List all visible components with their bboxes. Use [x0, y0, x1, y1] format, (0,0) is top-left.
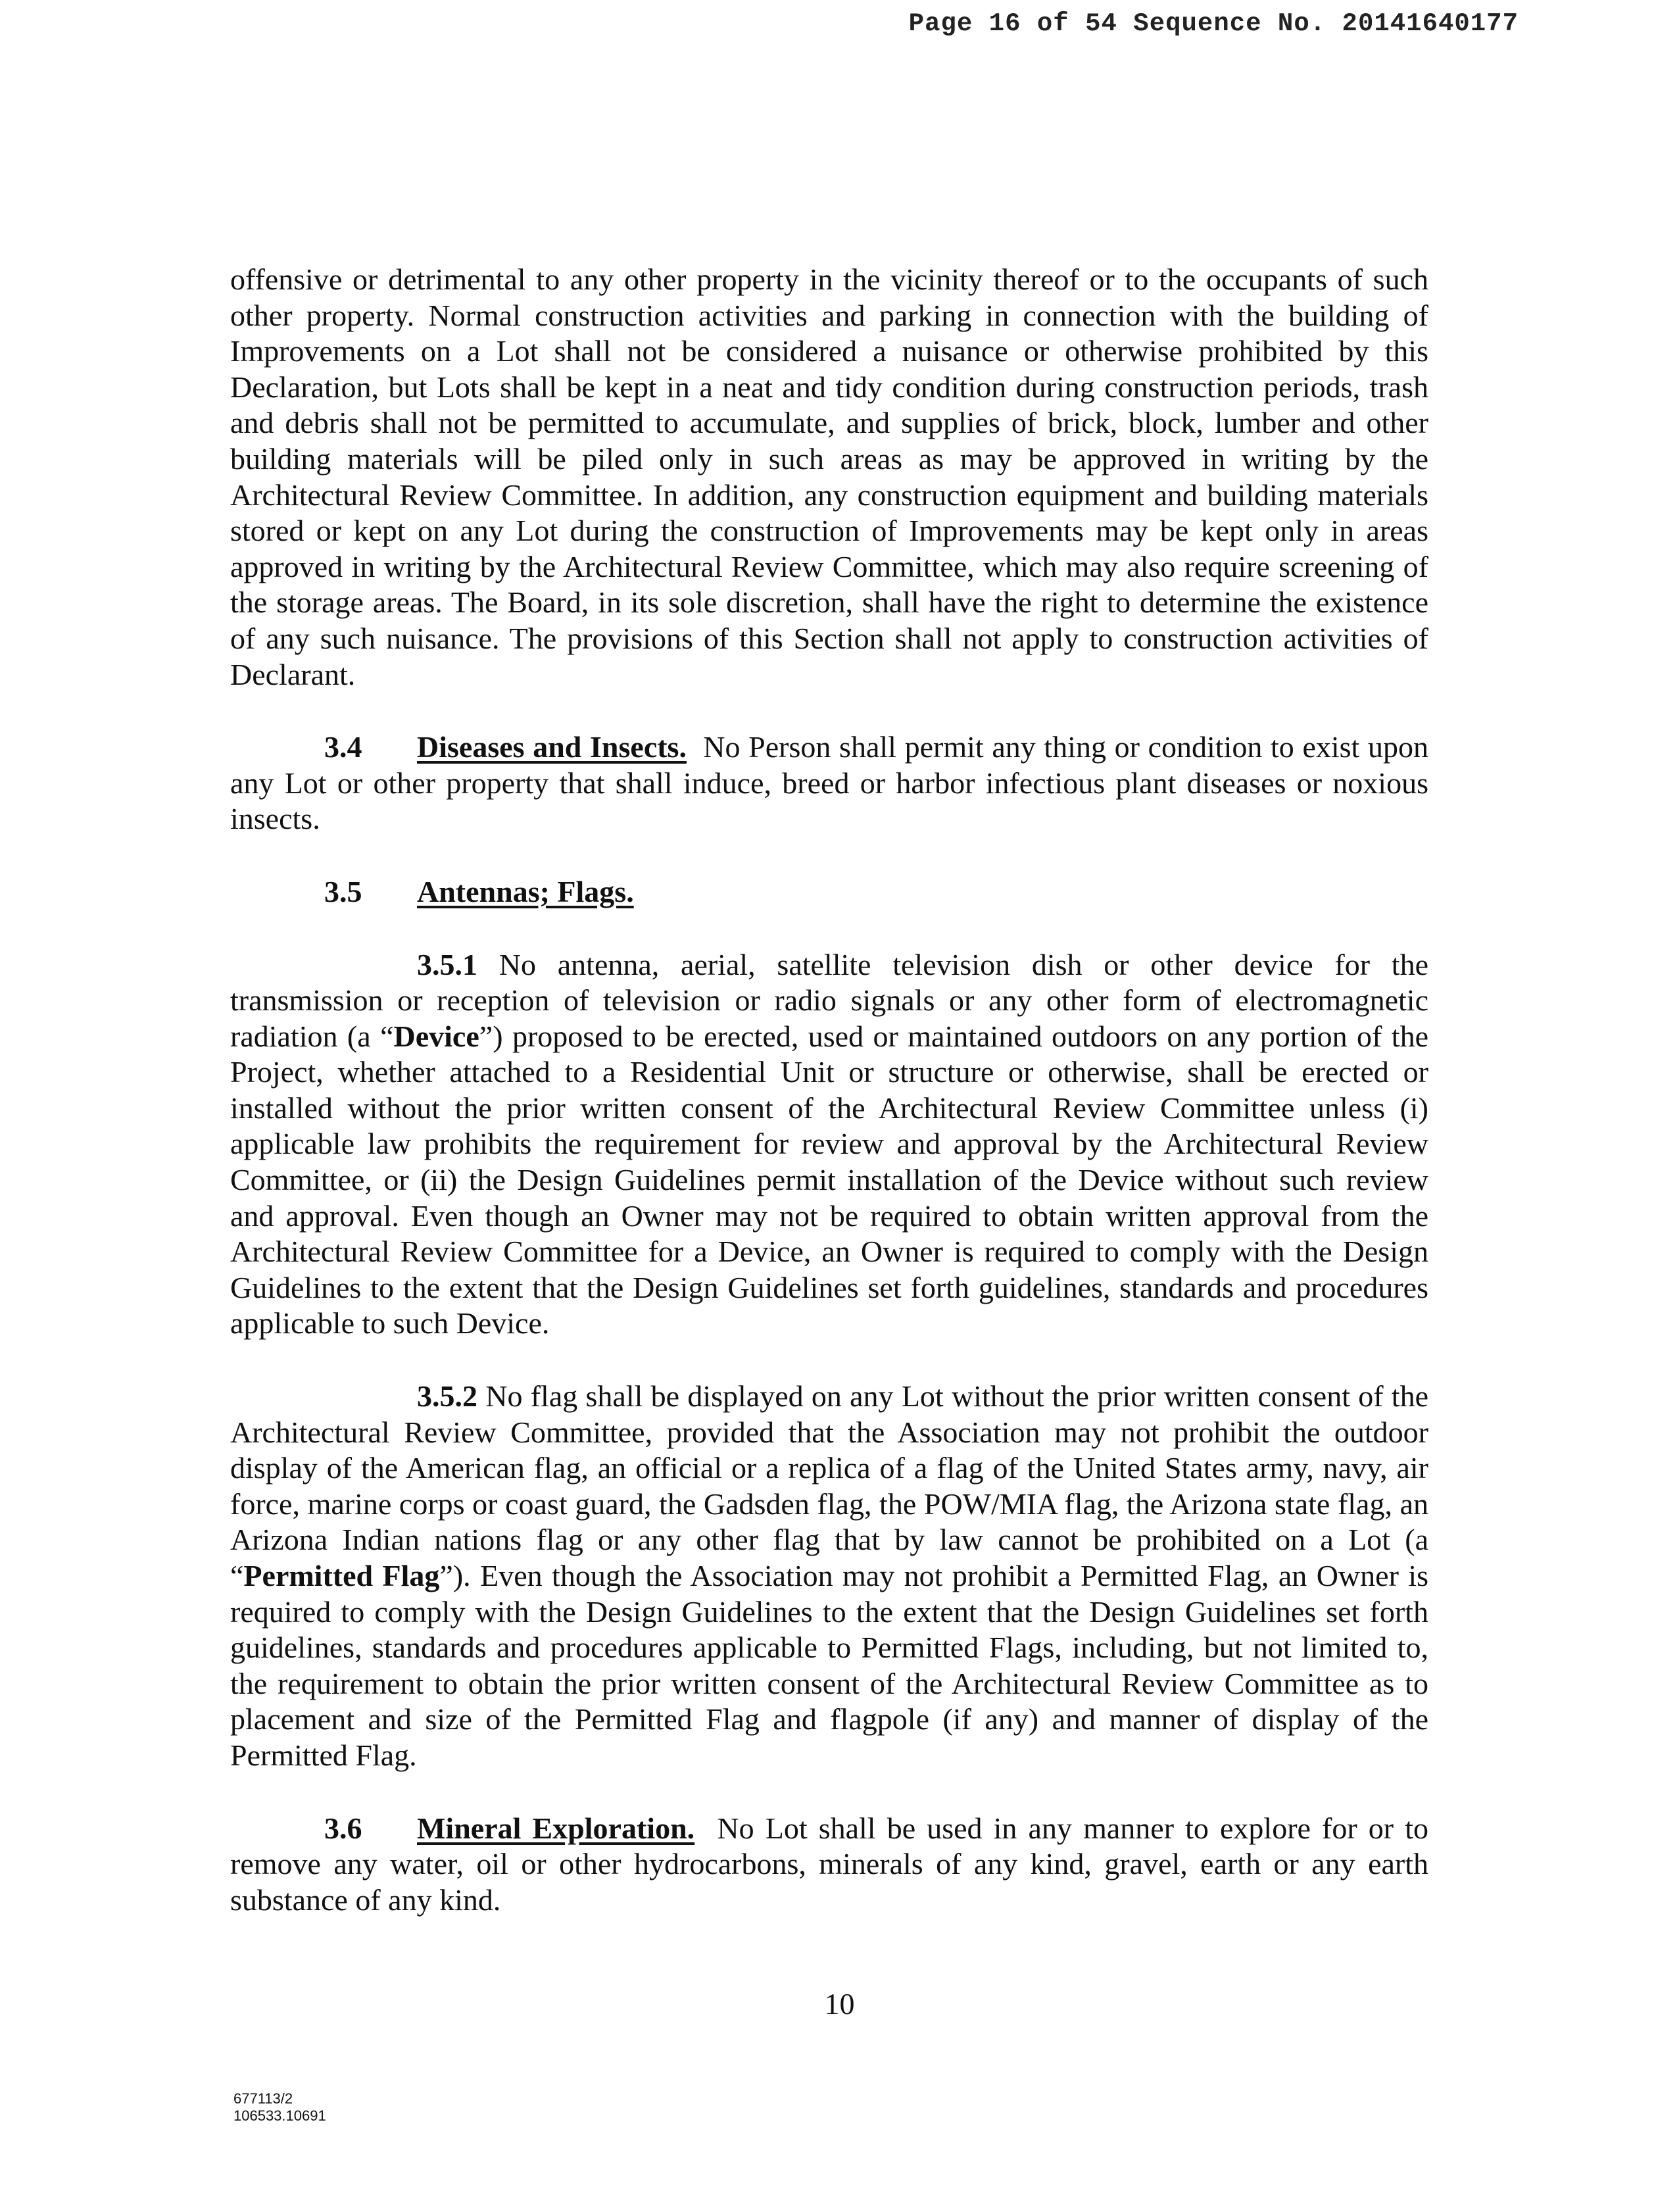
subsection-number: 3.5.1 [417, 947, 477, 981]
subsection-text-before: No flag shall be displayed on any Lot without the prior written consent of the Architectural Review Committee, provided that the Association may not prohibit the outdoor display of the American flag, an official or a replica of a flag of the United States army, navy, air force, marine corps or coast guard, the Gadsden flag, the POW/MIA flag, the Arizona state flag, an Arizona Indian nations flag or any other flag that by law cannot be prohibited on a Lot (a “ [230, 1379, 1429, 1592]
section-3-5 [230, 874, 1428, 910]
subsection-number: 3.5.2 [417, 1379, 477, 1413]
intro-paragraph: offensive or detrimental to any other property in the vicinity thereof or to the occupants of such other property. Normal construction activities and parking in connection with the building of Improvements on a Lot shall not be considered a nuisance or otherwise prohibited by this Declaration, but Lots shall be kept in a neat and tidy condition during construction periods, trash and debris shall not be permitted to accumulate, and supplies of brick, block, lumber and other building materials will be piled only in such areas as may be approved in writing by the Architectural Review Committee. In addition, any construction equipment and building materials stored or kept on any Lot during the construction of Improvements may be kept only in areas approved in writing by the Architectural Review Committee, which may also require screening of the storage areas. The Board, in its sole discretion, shall have the right to determine the existence of any such nuisance. The provisions of this Section shall not apply to construction activities of Declarant. [230, 262, 1428, 691]
section-3-5-2 [230, 1379, 1428, 1774]
section-3-5-1 [230, 947, 1428, 1342]
document-id: 677113/2 [233, 2090, 293, 2107]
defined-term: Device [393, 1019, 479, 1053]
section-number: 3.4 [324, 730, 362, 764]
section-text: No Lot shall be used in any manner to explore for or to remove any water, oil or other hydrocarbons, minerals of any kind, gravel, earth or any earth substance of any kind. [230, 1811, 1429, 1917]
document-body [230, 262, 1428, 1955]
page-header: Page 16 of 54 Sequence No. 20141640177 [908, 9, 1519, 38]
section-heading: Mineral Exploration. [417, 1811, 695, 1845]
section-heading: Diseases and Insects. [417, 730, 687, 764]
section-number: 3.6 [324, 1811, 362, 1845]
page-number: 10 [824, 1987, 855, 2021]
subsection-text-after: ”) proposed to be erected, used or maintained outdoors on any portion of the Project, whether attached to a Residential Unit or structure or otherwise, shall be erected or installed without the prior written consent of the Architectural Review Committee unless (i) applicable law prohibits the requirement for review and approval by the Architectural Review Committee, or (ii) the Design Guidelines permit installation of the Device without such review and approval. Even though an Owner may not be required to obtain written approval from the Architectural Review Committee for a Device, an Owner is required to comply with the Design Guidelines to the extent that the Design Guidelines set forth guidelines, standards and procedures applicable to such Device. [230, 1019, 1429, 1340]
document-id-block [233, 2090, 326, 2125]
section-number: 3.5 [324, 874, 362, 908]
section-heading: Antennas; Flags. [417, 874, 634, 908]
section-text: No Person shall permit any thing or condition to exist upon any Lot or other property that shall induce, breed or harbor infectious plant diseases or noxious insects. [230, 730, 1429, 836]
section-3-6 [230, 1811, 1428, 1919]
matter-id: 106533.10691 [233, 2107, 326, 2124]
defined-term: Permitted Flag [243, 1559, 440, 1592]
subsection-text-after: ”). Even though the Association may not prohibit a Permitted Flag, an Owner is required to comply with the Design Guidelines to the extent that the Design Guidelines set forth guidelines, standards and procedures applicable to Permitted Flags, including, but not limited to, the requirement to obtain the prior written consent of the Architectural Review Committee as to placement and size of the Permitted Flag and flagpole (if any) and manner of display of the Permitted Flag. [230, 1559, 1429, 1772]
section-3-4 [230, 729, 1428, 837]
subsection-text-before: No antenna, aerial, satellite television dish or other device for the transmission or reception of television or radio signals or any other form of electromagnetic radiation (a “ [230, 947, 1429, 1053]
